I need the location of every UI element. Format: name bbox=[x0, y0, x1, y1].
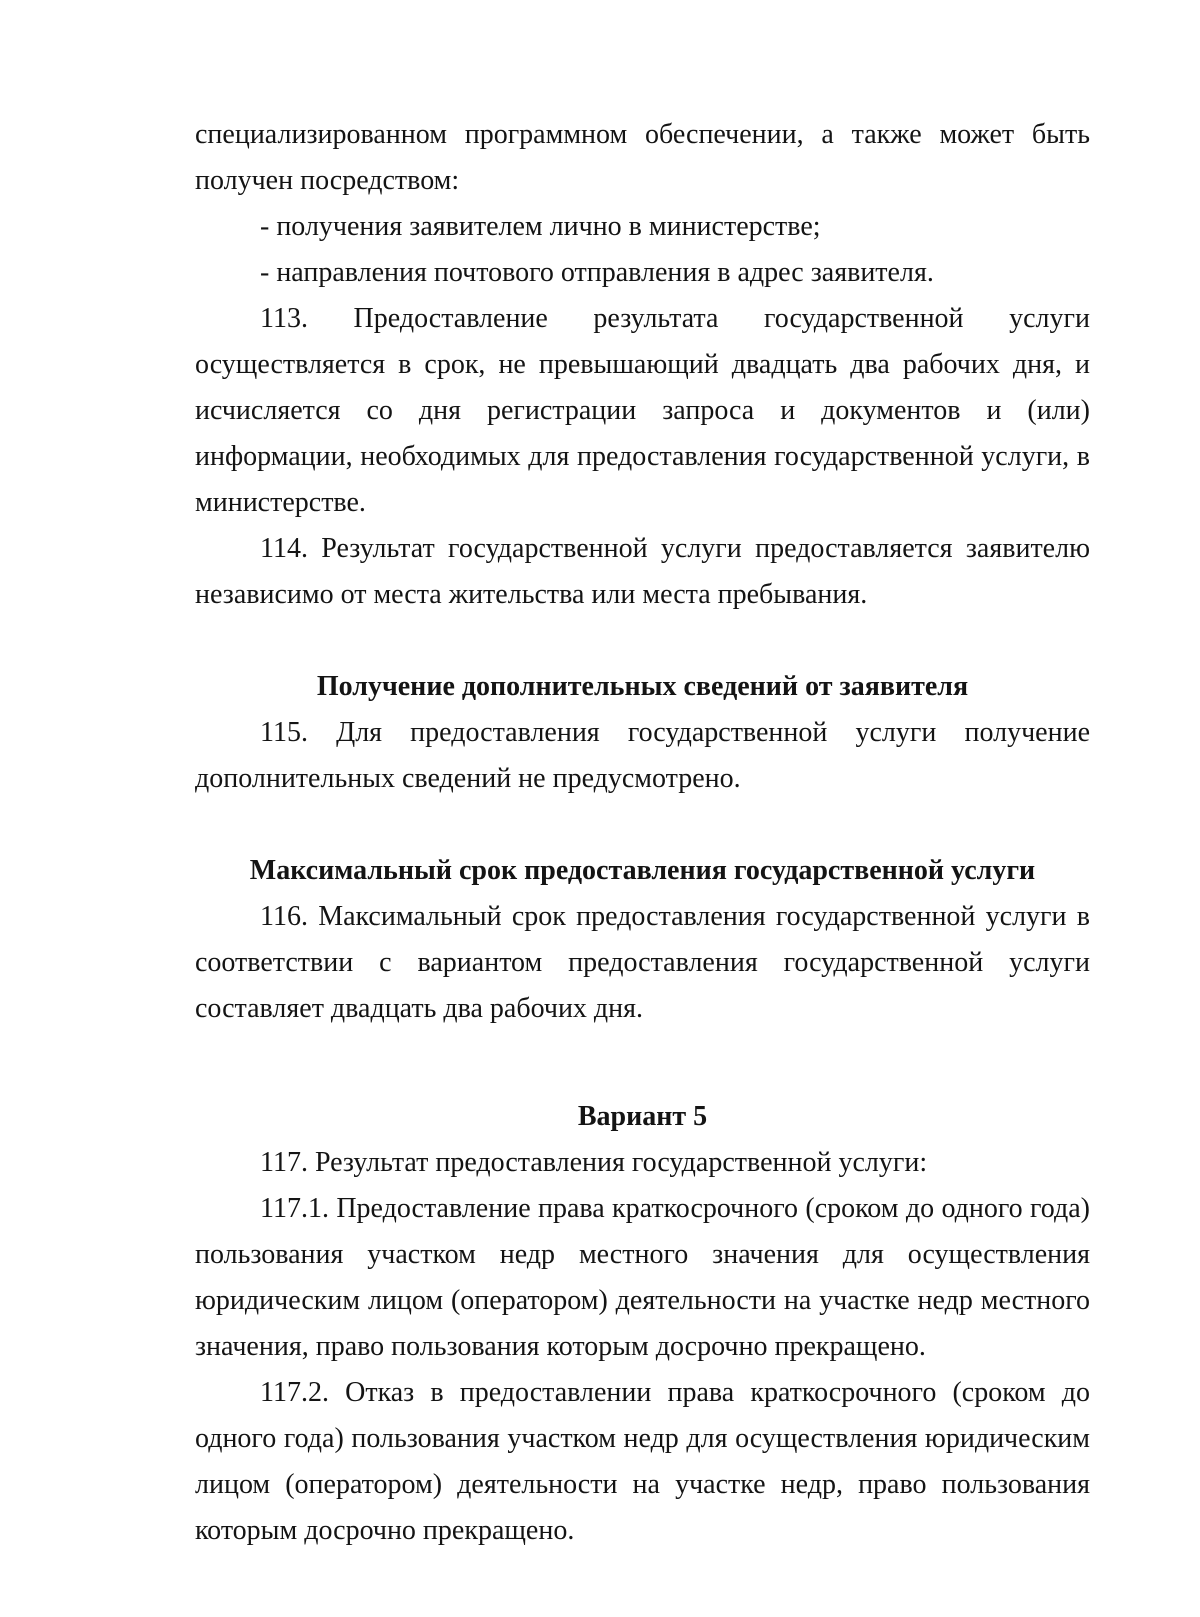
paragraph-117-1: 117.1. Предоставление права краткосрочного (сроком до одного года) пользования участком недр местного значения для осуществления юридическим лицом (оператором) деятельности на участке недр местного значения, право пользования которым досрочно прекращено. bbox=[195, 1193, 1090, 1362]
paragraph-113: 113. Предоставление результата государственной услуги осуществляется в срок, не превышающий двадцать два рабочих дня, и исчисляется со дня регистрации запроса и документов и (или) информации, необходимых для предоставления государственной услуги, в министерстве. bbox=[195, 303, 1090, 518]
paragraph-116: 116. Максимальный срок предоставления государственной услуги в соответствии с вариантом предоставления государственной услуги составляет двадцать два рабочих дня. bbox=[195, 901, 1090, 1024]
document-body bbox=[195, 112, 1090, 1554]
section-heading-variant: Вариант 5 bbox=[577, 1101, 708, 1132]
section-gap bbox=[195, 1032, 1090, 1094]
section-heading-max-term: Максимальный срок предоставления государственной услуги bbox=[249, 855, 1036, 886]
paragraph-continuation: специализированном программном обеспечении, а также может быть получен посредством: bbox=[195, 119, 1090, 196]
list-item-by-mail: - направления почтового отправления в адрес заявителя. bbox=[260, 257, 934, 288]
paragraph-117-2: 117.2. Отказ в предоставлении права краткосрочного (сроком до одного года) пользования участком недр для осуществления юридическим лицом (оператором) деятельности на участке недр, право пользования которым досрочно прекращено. bbox=[195, 1377, 1090, 1546]
paragraph-117: 117. Результат предоставления государственной услуги: bbox=[260, 1147, 928, 1178]
section-gap bbox=[195, 618, 1090, 664]
section-heading-additional-info: Получение дополнительных сведений от заявителя bbox=[316, 671, 969, 702]
list-item-in-person: - получения заявителем лично в министерстве; bbox=[260, 211, 821, 242]
section-gap bbox=[195, 802, 1090, 848]
paragraph-114: 114. Результат государственной услуги предоставляется заявителю независимо от места жительства или места пребывания. bbox=[195, 533, 1090, 610]
paragraph-115: 115. Для предоставления государственной услуги получение дополнительных сведений не предусмотрено. bbox=[195, 717, 1090, 794]
